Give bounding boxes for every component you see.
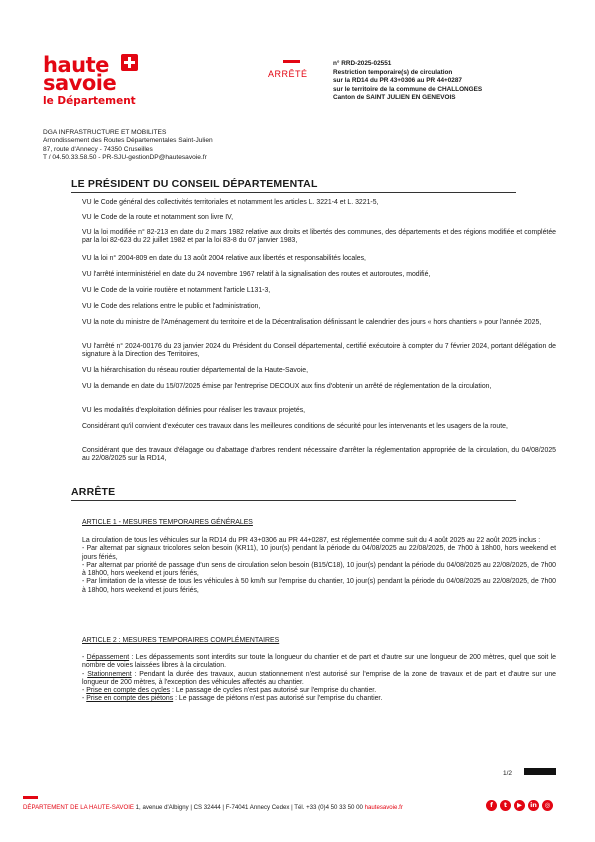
footer-mark [23,796,38,799]
logo-dept: le Département [43,95,136,107]
facebook-icon[interactable]: f [486,800,497,811]
considerant: VU le Code général des collectivités territoriales et notamment les articles L. 3221-4 et L. 3221-5, [82,199,379,206]
reference-line: sur la RD14 du PR 43+0306 au PR 44+0287 [333,77,462,85]
article-2-body [82,654,556,704]
service-line: T / 04.50.33.58.50 - PR-SJU-gestionDP@hautesavoie.fr [43,153,207,161]
department-logo [43,53,153,107]
arrete-rule [71,500,516,501]
considerant: Considérant qu'il convient d'exécuter ces travaux dans les meilleures conditions de sécurité pour les intervenants et les usagers de la route, [82,423,508,430]
linkedin-icon[interactable]: in [528,800,539,811]
article-1-item: - Par limitation de la vitesse de tous les véhicules à 50 km/h sur l'emprise du chantier, 10 jour(s) pendant la période du 04/08/2025 au 22/08/2025, de 7h00 à 18h00, hors weekend et jours fériés, [82,578,556,594]
article-1-item: - Par alternat par signaux tricolores selon besoin (KR11), 10 jour(s) pendant la période du 04/08/2025 au 22/08/2025, de 7h00 à 18h00, hors weekend et jours fériés, [82,545,556,561]
service-line: DGA INFRASTRUCTURE ET MOBILITES [43,129,167,136]
considerant: VU la demande en date du 15/07/2025 émise par l'entreprise DECOUX aux fins d'obtenir un arrêté de réglementation de la circulation, [82,383,492,390]
title-rule [71,192,516,193]
article-2-item: - Prise en compte des cycles : Le passage de cycles n'est pas autorisé sur l'emprise du chantier. [82,687,377,695]
article-2-item: - Prise en compte des piétons : Le passage de piétons n'est pas autorisé sur l'emprise du chantier. [82,695,383,703]
article-2-title: ARTICLE 2 : MESURES TEMPORAIRES COMPLÉMENTAIRES [82,637,280,644]
considerant: VU le Code des relations entre le public et l'administration, [82,303,261,310]
considerant: VU la note du ministre de l'Aménagement du territoire et de la Décentralisation définissant le calendrier des jours « hors chantiers » pour l'année 2025, [82,319,542,326]
footer-org: DÉPARTEMENT DE LA HAUTE-SAVOIE [23,804,134,811]
considerant: VU la loi modifiée n° 82-213 en date du 2 mars 1982 relative aux droits et libertés des communes, des départements et des régions modifiée et complétée par la loi 82-623 du 22 juillet 1982 et par la loi 83-8 du 07 janvier 1983, [82,229,556,245]
instagram-icon[interactable]: ◎ [542,800,553,811]
president-title: LE PRÉSIDENT DU CONSEIL DÉPARTEMENTAL [71,178,318,190]
considerant: VU le Code de la route et notamment son livre IV, [82,214,234,221]
reference-block [333,60,583,103]
redaction-bar [524,768,556,775]
logo-line-1: haute [43,53,109,77]
item-label: Prise en compte des cycles [86,687,171,695]
item-label: Dépassement [86,654,130,661]
considerant: VU les modalités d'exploitation définies pour réaliser les travaux projetés, [82,407,306,414]
service-address [43,129,213,162]
reference-line: Restriction temporaire(s) de circulation [333,68,453,76]
item-label: Stationnement [87,670,132,678]
item-label: Prise en compte des piétons [86,695,174,703]
footer [23,804,403,811]
logo-line-2: savoie [43,71,117,95]
article-1-body [82,537,556,595]
arrete-title: ARRÊTE [71,486,116,498]
footer-website-link[interactable]: hautesavoie.fr [364,804,403,811]
considerant: VU la loi n° 2004-809 en date du 13 août 2004 relative aux libertés et responsabilités locales, [82,255,366,262]
article-1-intro: La circulation de tous les véhicules sur la RD14 du PR 43+0306 au PR 44+0287, est réglementée comme suit du 4 août 2025 au 22 août 2025 inclus : [82,537,541,544]
article-2-item: - Stationnement : Pendant la durée des travaux, aucun stationnement n'est autorisé sur l'emprise de la zone de travaux et de part et d'autre sur une longueur de 200 mètres, à l'exception des véhicules affectés au chantier. [82,670,556,686]
footer-address: 1, avenue d'Albigny | CS 32444 | F-74041 Annecy Cedex | Tél. +33 (0)4 50 33 50 00 [135,804,363,811]
considerant: VU l'arrêté interministériel en date du 24 novembre 1967 relatif à la signalisation des routes et autoroutes, modifié, [82,271,431,278]
considerant: VU la hiérarchisation du réseau routier départemental de la Haute-Savoie, [82,367,308,374]
reference-line: Canton de SAINT JULIEN EN GENEVOIS [333,94,456,102]
savoie-cross-icon [121,54,138,71]
youtube-icon[interactable]: ▶ [514,800,525,811]
arrete-mark [283,60,300,63]
reference-line: sur le territoire de la commune de CHALLONGES [333,85,483,93]
article-1-item: - Par alternat par priorité de passage d'un sens de circulation selon besoin (B15/C18), 10 jour(s) pendant la période du 04/08/2025 au 22/08/2025, de 7h00 à 18h00, hors weekend et jours fériés, [82,561,556,578]
service-line: 87, route d'Annecy - 74350 Cruseilles [43,145,153,153]
service-line: Arrondissement des Routes Départementales Saint-Julien [43,137,213,145]
considerant: VU l'arrêté n° 2024-00176 du 23 janvier 2024 du Président du Conseil départemental, certifié exécutoire à compter du 7 février 2024, portant délégation de signature à la Direction des Territoires, [82,343,556,359]
page-number: 1/2 [503,770,513,777]
document-type-label: ARRÊTÉ [268,69,308,79]
twitter-icon[interactable]: t [500,800,511,811]
article-1-title: ARTICLE 1 - MESURES TEMPORAIRES GÉNÉRALES [82,519,253,526]
reference-number: n° RRD-2025-02551 [333,60,392,67]
considerant: VU le Code de la voirie routière et notamment l'article L131-3, [82,287,271,294]
considerant: Considérant que des travaux d'élagage ou d'abattage d'arbres rendent nécessaire d'arrêter la réglementation appropriée de la circulation, du 04/08/2025 au 22/08/2025 sur la RD14, [82,447,556,463]
article-2-item: - Dépassement : Les dépassements sont interdits sur toute la longueur du chantier et de part et d'autre sur une longueur de 200 mètres, quel que soit le nombre de voies laissées libres à la circulation. [82,654,556,670]
